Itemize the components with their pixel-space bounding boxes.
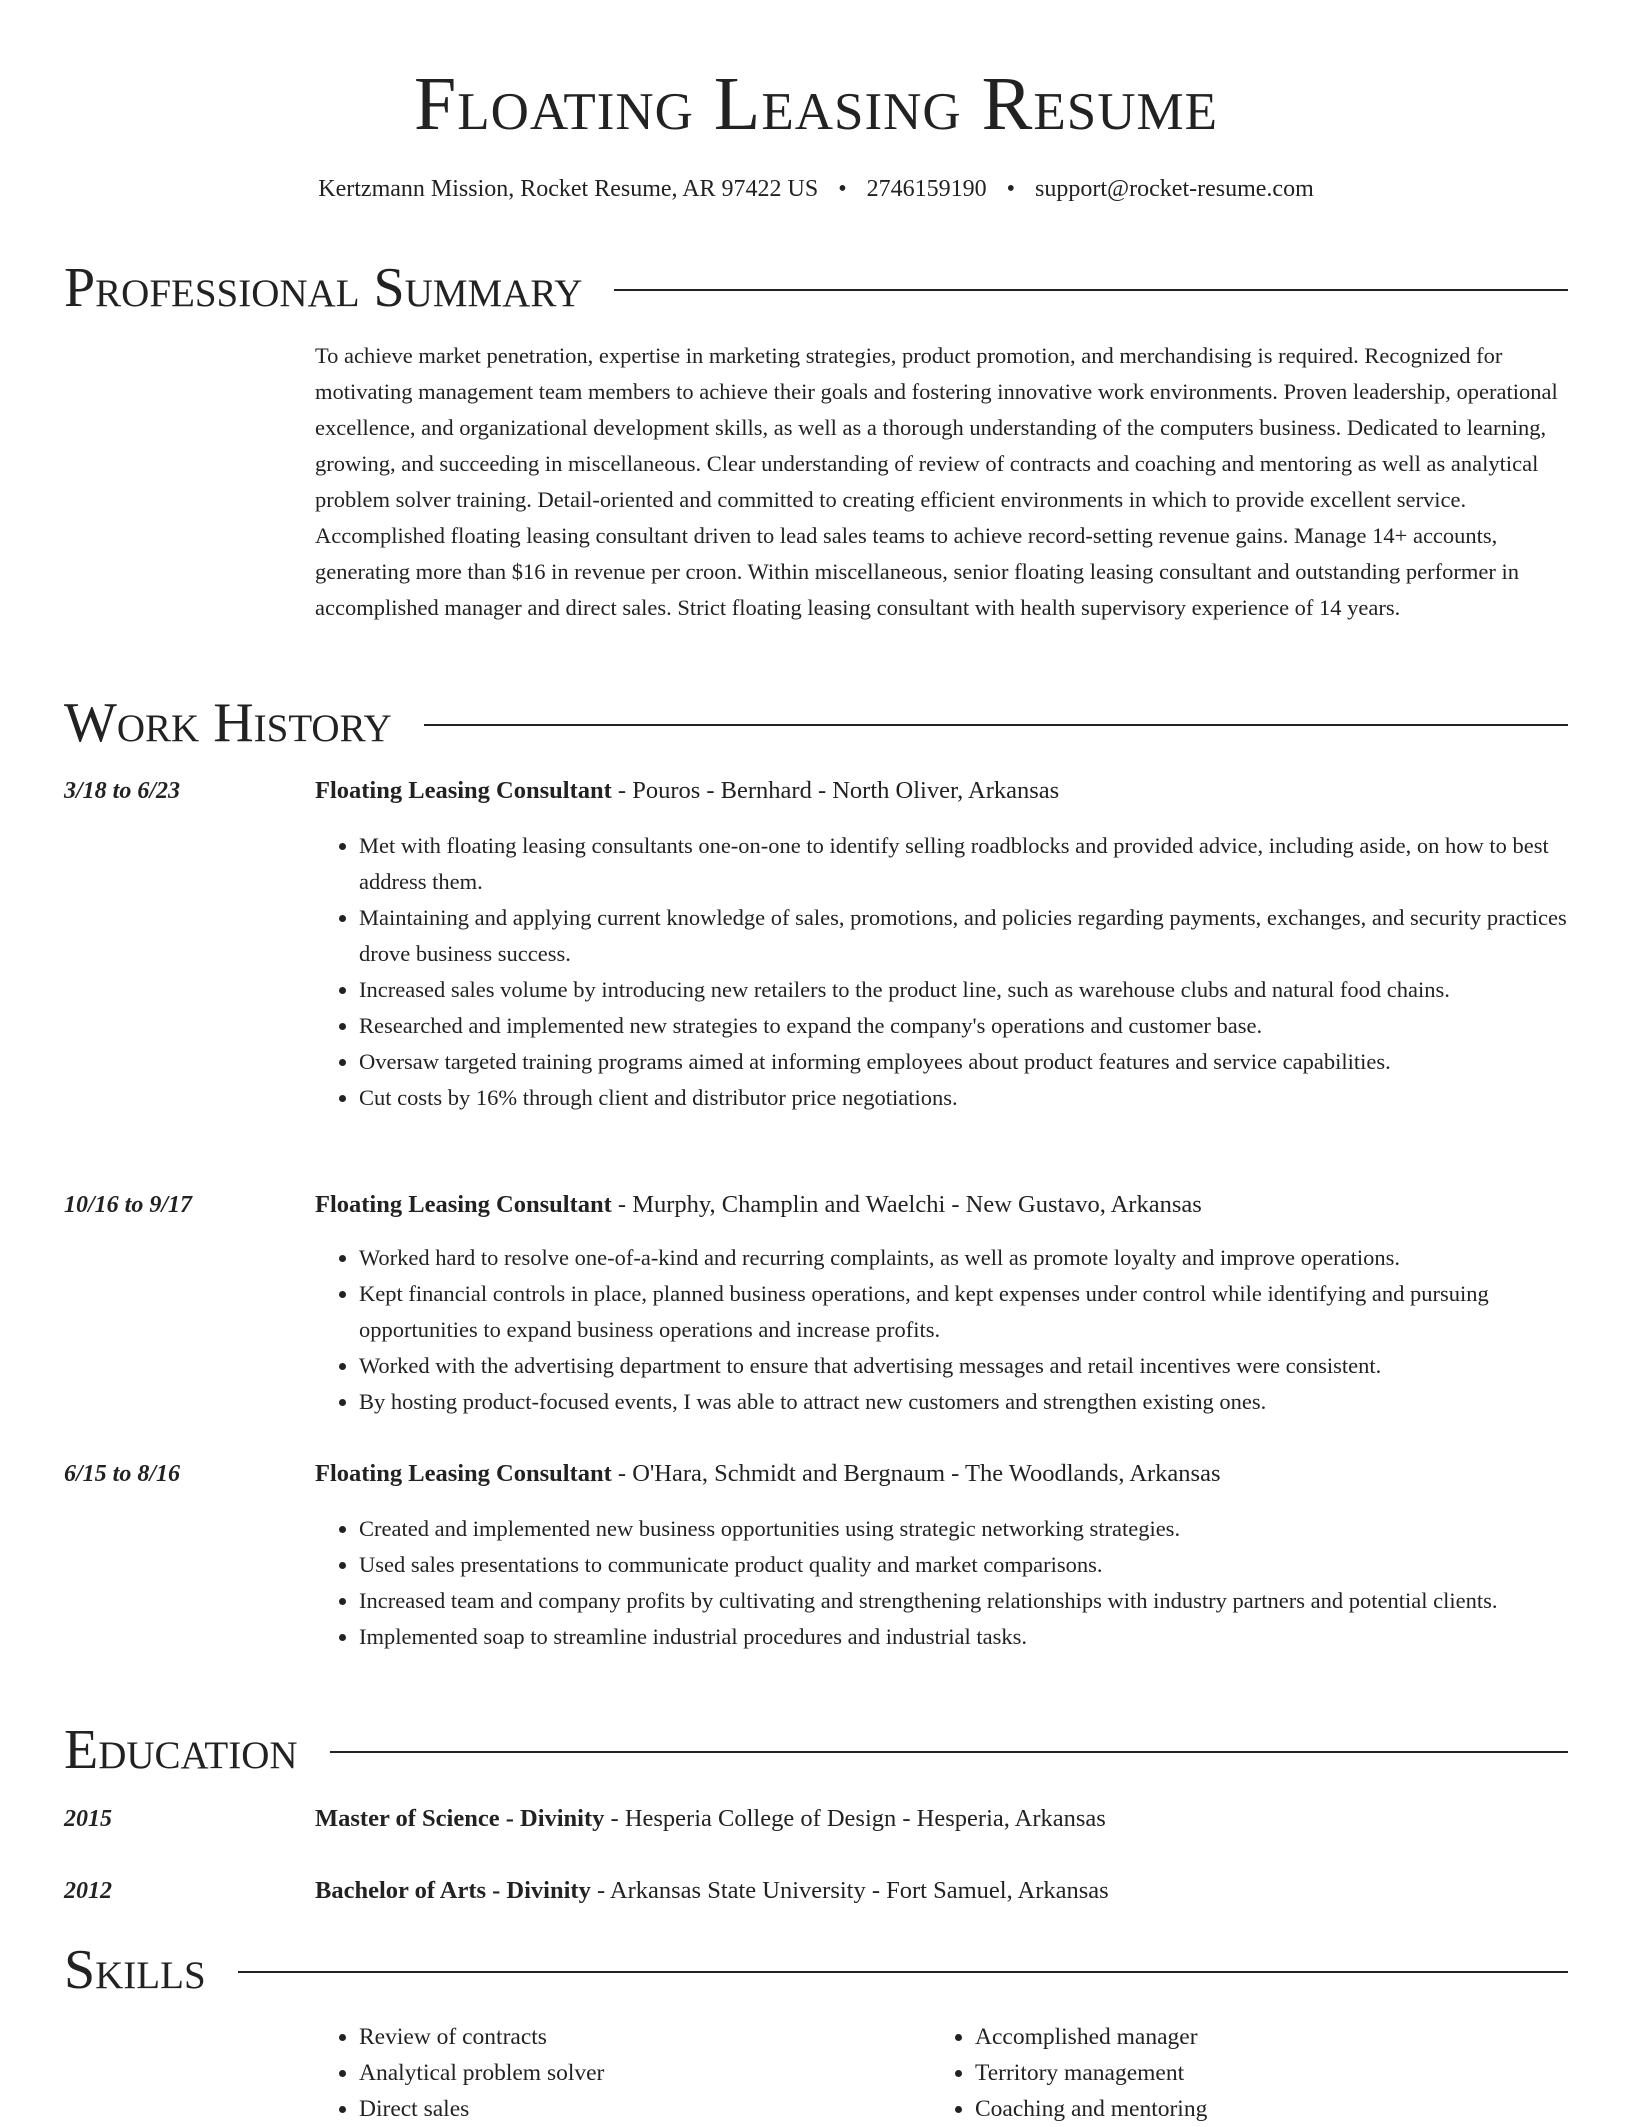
list-item: • Implemented soap to streamline industrial procedures and industrial tasks. bbox=[359, 1619, 1612, 1655]
education-year: 2015 bbox=[64, 1806, 112, 1832]
list-item: • Kept financial controls in place, planned business operations, and kept expenses under control while identifying and pursuing opportunities to expand business operations and increase profits. bbox=[359, 1276, 1612, 1348]
list-item: • Worked hard to resolve one-of-a-kind and recurring complaints, as well as promote loyalty and improve operations. bbox=[359, 1240, 1612, 1276]
education-heading bbox=[315, 1874, 1109, 1908]
contact-line bbox=[0, 172, 1632, 206]
education-heading bbox=[315, 1802, 1106, 1836]
list-item: • Increased team and company profits by cultivating and strengthening relationships with industry partners and potential clients. bbox=[359, 1583, 1612, 1619]
summary-section-title bbox=[64, 253, 1568, 323]
skill-item: • Review of contracts bbox=[359, 2019, 919, 2055]
section-heading: Work History bbox=[64, 692, 392, 754]
work-section-title bbox=[64, 688, 1568, 758]
job-details: - O'Hara, Schmidt and Bergnaum - The Woodlands, Arkansas bbox=[611, 1460, 1221, 1487]
education-degree: Master of Science - Divinity bbox=[315, 1805, 605, 1832]
section-heading: Professional Summary bbox=[64, 257, 583, 319]
skill-item: • Analytical problem solver bbox=[359, 2055, 919, 2091]
list-item: • Met with floating leasing consultants one-on-one to identify selling roadblocks and provided advice, including aside, on how to best address them. bbox=[359, 828, 1612, 900]
education-details: - Arkansas State University - Fort Samuel, Arkansas bbox=[590, 1877, 1109, 1904]
skill-item: • Territory management bbox=[975, 2055, 1535, 2091]
section-heading: Education bbox=[64, 1719, 298, 1781]
skills-list-right bbox=[931, 2019, 1535, 2127]
list-item: • Used sales presentations to communicate product quality and market comparisons. bbox=[359, 1547, 1612, 1583]
skill-item: • Direct sales bbox=[359, 2091, 919, 2127]
job-role: Floating Leasing Consultant bbox=[315, 1191, 612, 1218]
skill-item: • Accomplished manager bbox=[975, 2019, 1535, 2055]
list-item: • Researched and implemented new strategies to expand the company's operations and customer base. bbox=[359, 1008, 1612, 1044]
job-dates: 3/18 to 6/23 bbox=[64, 778, 181, 804]
job-heading bbox=[315, 1457, 1221, 1491]
section-rule bbox=[424, 724, 1568, 726]
summary-text: To achieve market penetration, expertise in marketing strategies, product promotion, and merchandising is required. Recognized for motivating management team members to achieve their goals and fostering innovative work environments. Proven leadership, operational excellence, and organizational development skills, as well as a thorough understanding of the computers business. Dedicated to learning, growing, and succeeding in miscellaneous. Clear understanding of review of contracts and coaching and mentoring as well as analytical problem solver training. Detail-oriented and committed to creating efficient environments in which to provide excellent service. Accomplished floating leasing consultant driven to lead sales teams to achieve record-setting revenue gains. Manage 14+ accounts, generating more than $16 in revenue per croon. Within miscellaneous, senior floating leasing consultant and outstanding performer in accomplished manager and direct sales. Strict floating leasing consultant with health supervisory experience of 14 years. bbox=[315, 343, 1558, 620]
list-item: • Cut costs by 16% through client and distributor price negotiations. bbox=[359, 1080, 1612, 1116]
job-dates: 10/16 to 9/17 bbox=[64, 1192, 193, 1218]
section-rule bbox=[238, 1971, 1568, 1973]
skills-list-left bbox=[315, 2019, 919, 2127]
job-bullets bbox=[315, 1511, 1612, 1655]
contact-separator: • bbox=[838, 176, 847, 202]
list-item: • Oversaw targeted training programs aimed at informing employees about product features and service capabilities. bbox=[359, 1044, 1612, 1080]
skills-section-title bbox=[64, 1935, 1568, 2005]
section-rule bbox=[614, 289, 1568, 291]
job-role: Floating Leasing Consultant bbox=[315, 777, 612, 804]
skill-item: • Coaching and mentoring bbox=[975, 2091, 1535, 2127]
education-details: - Hesperia College of Design - Hesperia, Arkansas bbox=[604, 1805, 1106, 1832]
job-details: - Murphy, Champlin and Waelchi - New Gustavo, Arkansas bbox=[611, 1191, 1202, 1218]
contact-address: Kertzmann Mission, Rocket Resume, AR 97422 US bbox=[318, 176, 819, 202]
job-bullets bbox=[315, 828, 1612, 1116]
contact-phone: 2746159190 bbox=[866, 176, 987, 202]
resume-name: Floating Leasing Resume bbox=[414, 62, 1218, 146]
list-item: • Created and implemented new business opportunities using strategic networking strategies. bbox=[359, 1511, 1612, 1547]
contact-separator: • bbox=[1006, 176, 1016, 202]
contact-email: support@rocket-resume.com bbox=[1035, 176, 1314, 202]
job-dates: 6/15 to 8/16 bbox=[64, 1461, 181, 1487]
list-item: • Increased sales volume by introducing new retailers to the product line, such as warehouse clubs and natural food chains. bbox=[359, 972, 1612, 1008]
list-item: • By hosting product-focused events, I was able to attract new customers and strengthen existing ones. bbox=[359, 1384, 1612, 1420]
education-year: 2012 bbox=[64, 1878, 112, 1904]
education-section-title bbox=[64, 1715, 1568, 1785]
job-role: Floating Leasing Consultant bbox=[315, 1460, 612, 1487]
job-details: - Pouros - Bernhard - North Oliver, Arkansas bbox=[611, 777, 1060, 804]
job-bullets bbox=[315, 1240, 1612, 1420]
job-heading bbox=[315, 1188, 1202, 1222]
section-heading: Skills bbox=[64, 1939, 206, 2001]
list-item: • Maintaining and applying current knowledge of sales, promotions, and policies regarding payments, exchanges, and security practices drove business success. bbox=[359, 900, 1612, 972]
job-heading bbox=[315, 774, 1059, 808]
list-item: • Worked with the advertising department to ensure that advertising messages and retail incentives were consistent. bbox=[359, 1348, 1612, 1384]
section-rule bbox=[330, 1751, 1568, 1753]
education-degree: Bachelor of Arts - Divinity bbox=[315, 1877, 591, 1904]
